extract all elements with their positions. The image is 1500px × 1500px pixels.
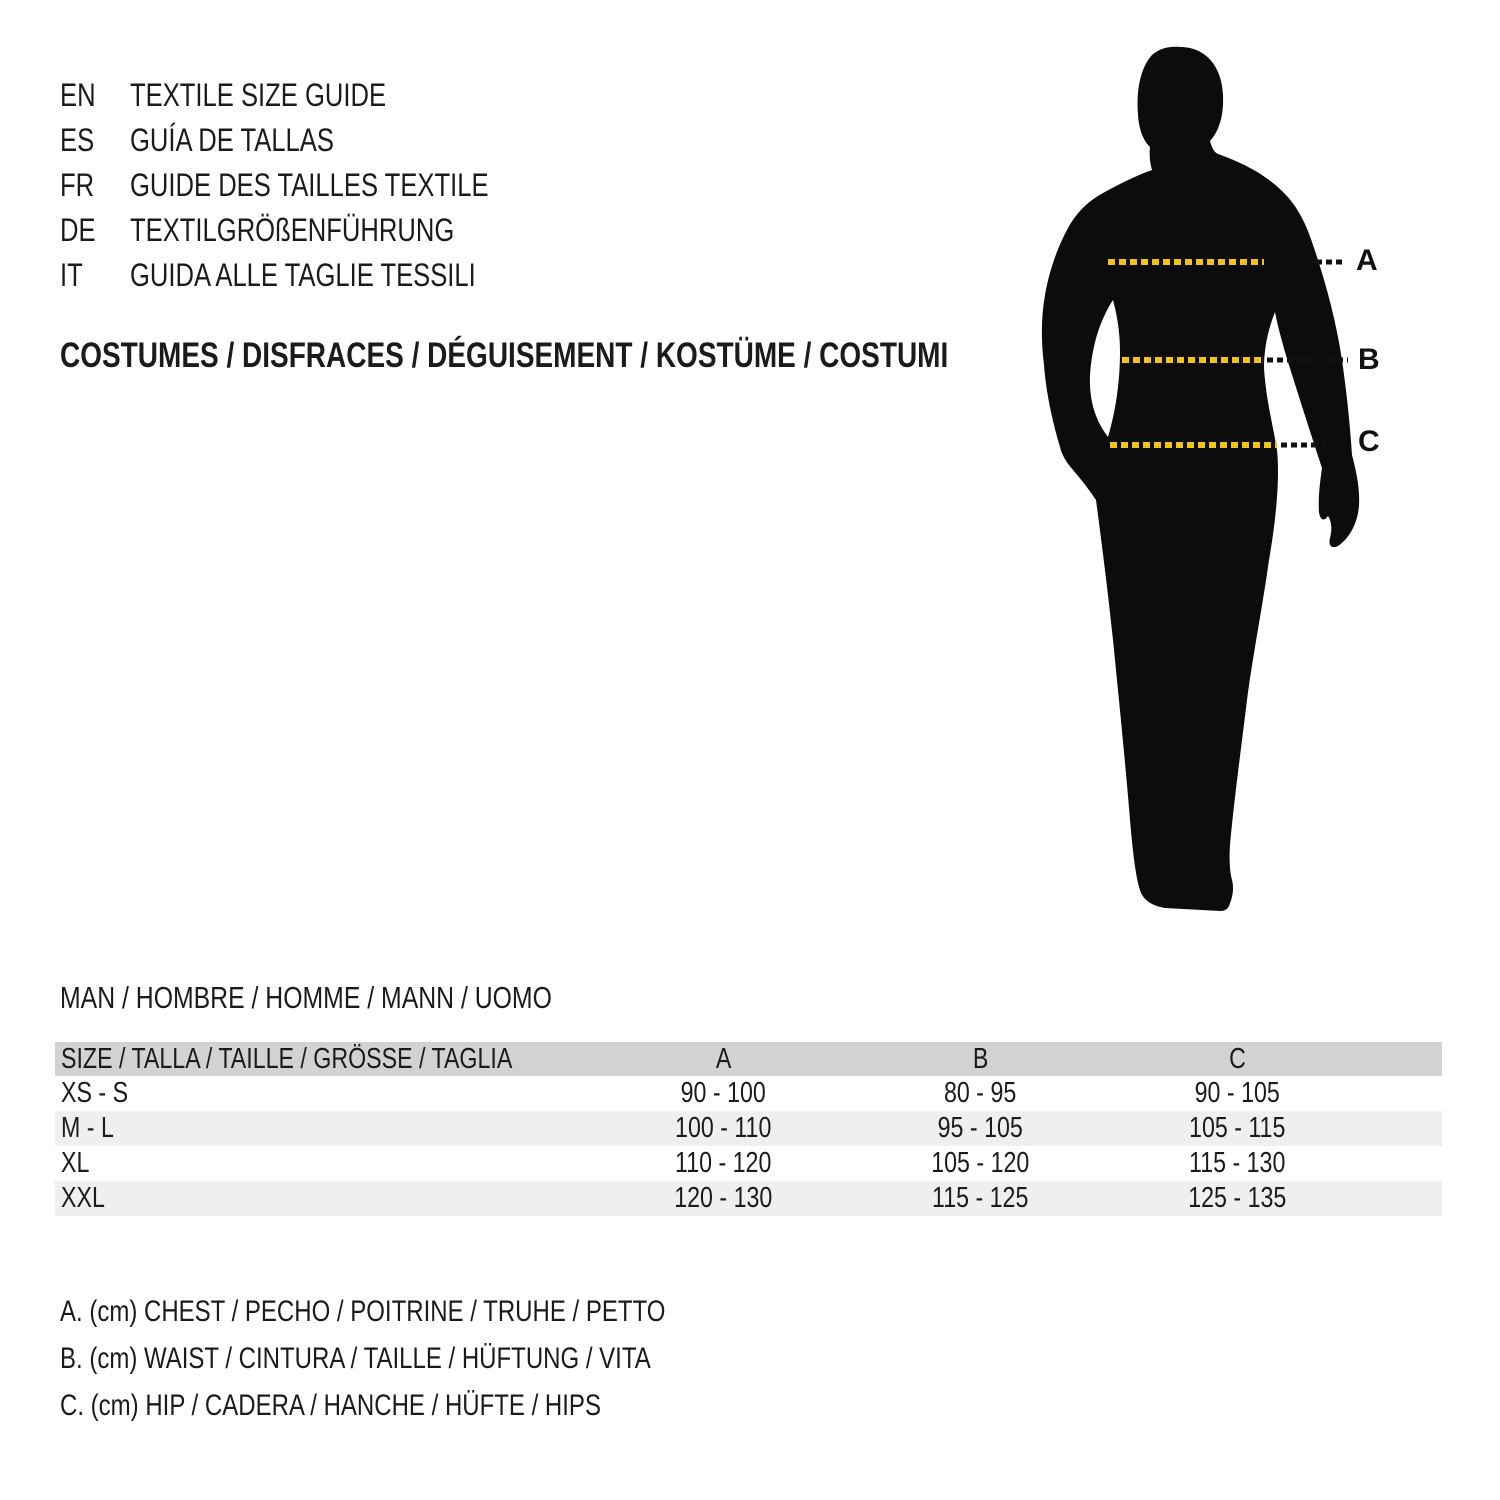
size-column-header: SIZE / TALLA / TAILLE / GRÖSSE / TAGLIA [61,1042,513,1075]
value-cell-c: 125 - 135 [1188,1182,1287,1214]
value-cell-c: 90 - 105 [1194,1077,1281,1109]
legend-line-a: A. (cm) CHEST / PECHO / POITRINE / TRUHE / PETTO [60,1295,666,1328]
column-header-a: A [715,1042,732,1075]
value-cell-a: 110 - 120 [675,1147,772,1179]
language-row [60,253,578,298]
language-row [60,163,578,208]
legend-line-c: C. (cm) HIP / CADERA / HANCHE / HÜFTE / HIPS [60,1389,601,1422]
size-cell: M - L [61,1112,114,1144]
value-cell-c: 105 - 115 [1189,1112,1286,1144]
man-silhouette-figure [1030,35,1390,925]
column-header-b: B [972,1042,989,1075]
table-row [55,1181,1442,1216]
language-list [60,73,578,298]
value-cell-a: 120 - 130 [674,1182,773,1214]
table-row [55,1146,1442,1181]
value-cell-b: 95 - 105 [937,1112,1024,1144]
size-cell: XXL [61,1182,105,1214]
table-header-row [55,1042,1442,1076]
value-cell-b: 80 - 95 [944,1077,1017,1109]
table-row [55,1076,1442,1111]
size-cell: XL [61,1147,90,1179]
language-title: GUIDE DES TAILLES TEXTILE [130,167,489,203]
value-cell-a: 90 - 100 [680,1077,767,1109]
man-silhouette [1030,35,1390,925]
column-header-c: C [1229,1042,1246,1075]
measure-label-c: C [1358,425,1380,458]
table-row [55,1111,1442,1146]
silhouette-body [1042,47,1359,911]
language-row [60,118,578,163]
language-code: ES [60,122,95,158]
language-row [60,208,578,253]
section-heading: MAN / HOMBRE / HOMME / MANN / UOMO [60,980,552,1015]
language-code: IT [60,257,83,293]
measure-label-a: A [1356,244,1378,277]
measure-label-b: B [1358,343,1380,376]
size-table [55,1042,1442,1216]
language-title: GUIDA ALLE TAGLIE TESSILI [130,257,476,293]
language-title: TEXTILGRÖßENFÜHRUNG [130,212,455,248]
size-cell: XS - S [61,1077,129,1109]
legend-line-b: B. (cm) WAIST / CINTURA / TAILLE / HÜFTUNG / VITA [60,1342,651,1375]
value-cell-a: 100 - 110 [675,1112,772,1144]
category-heading: COSTUMES / DISFRACES / DÉGUISEMENT / KOSTÜME / COSTUMI [60,336,949,375]
language-code: DE [60,212,96,248]
language-code: EN [60,77,96,113]
language-row [60,73,578,118]
value-cell-b: 115 - 125 [932,1182,1029,1214]
measurement-legend [60,1288,817,1429]
language-code: FR [60,167,95,203]
value-cell-b: 105 - 120 [931,1147,1030,1179]
language-title: TEXTILE SIZE GUIDE [130,77,387,113]
language-title: GUÍA DE TALLAS [130,122,334,158]
value-cell-c: 115 - 130 [1189,1147,1286,1179]
